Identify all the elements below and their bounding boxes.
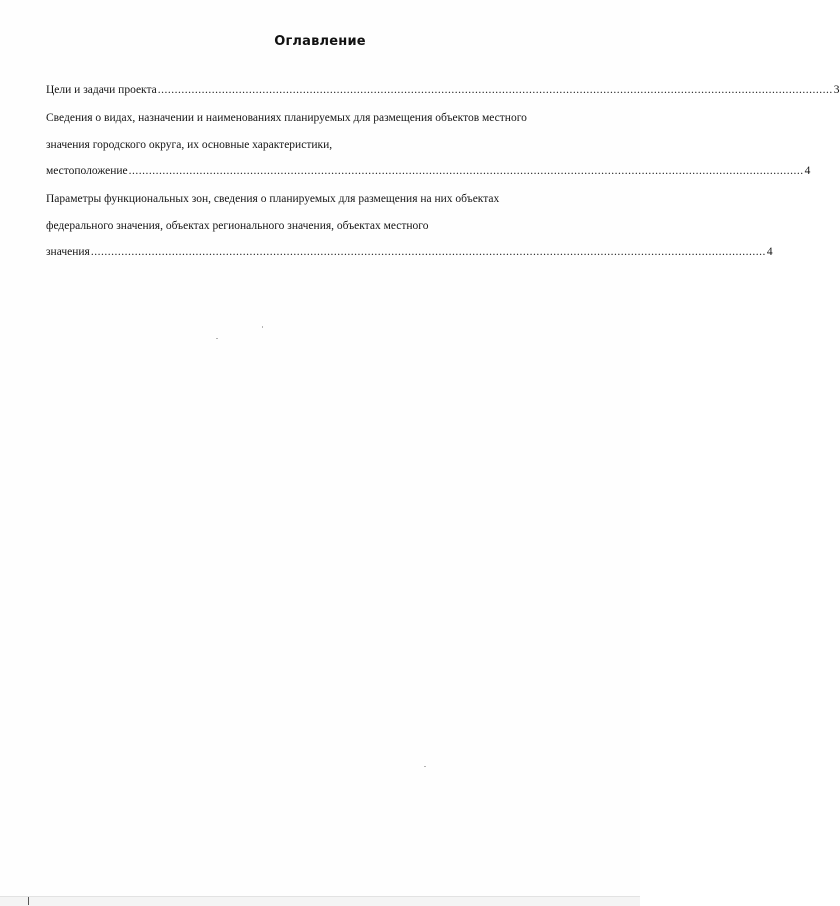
- toc-page-number: 3: [833, 84, 840, 96]
- toc-page-number: 4: [804, 165, 811, 177]
- toc-page-number: 4: [766, 246, 773, 258]
- toc-entry-title: местоположение: [46, 165, 128, 177]
- scan-bottom-edge: [0, 896, 640, 906]
- toc-entry-title: значения: [46, 246, 90, 258]
- toc-entry-last-line: [46, 84, 840, 96]
- scan-speck: [262, 326, 263, 328]
- scan-speck: [216, 338, 218, 339]
- toc-entry-last-line: [46, 246, 773, 258]
- table-of-contents: [46, 84, 840, 273]
- scan-edge-mark: [28, 897, 29, 905]
- toc-entry-last-line: [46, 165, 811, 177]
- toc-entry-line: Сведения о видах, назначении и наименованиях планируемых для размещения объектов местного: [46, 112, 527, 124]
- dot-leader: ........................................................................................................................................................................................................: [128, 165, 804, 177]
- dot-leader: ........................................................................................................................................................................................................: [90, 246, 766, 258]
- toc-entry[interactable]: [46, 192, 773, 258]
- toc-entry-line: значения городского округа, их основные характеристики,: [46, 139, 333, 151]
- toc-entry-title: Цели и задачи проекта: [46, 84, 157, 96]
- toc-entry-line: Параметры функциональных зон, сведения о планируемых для размещения на них объектах: [46, 193, 500, 205]
- scan-speck: [424, 766, 426, 767]
- toc-entry[interactable]: [46, 111, 811, 177]
- toc-title: Оглавление: [274, 34, 366, 49]
- toc-entry-line: федерального значения, объектах регионального значения, объектах местного: [46, 220, 429, 232]
- toc-entry[interactable]: [46, 84, 840, 96]
- dot-leader: ........................................................................................................................................................................................................: [157, 84, 833, 96]
